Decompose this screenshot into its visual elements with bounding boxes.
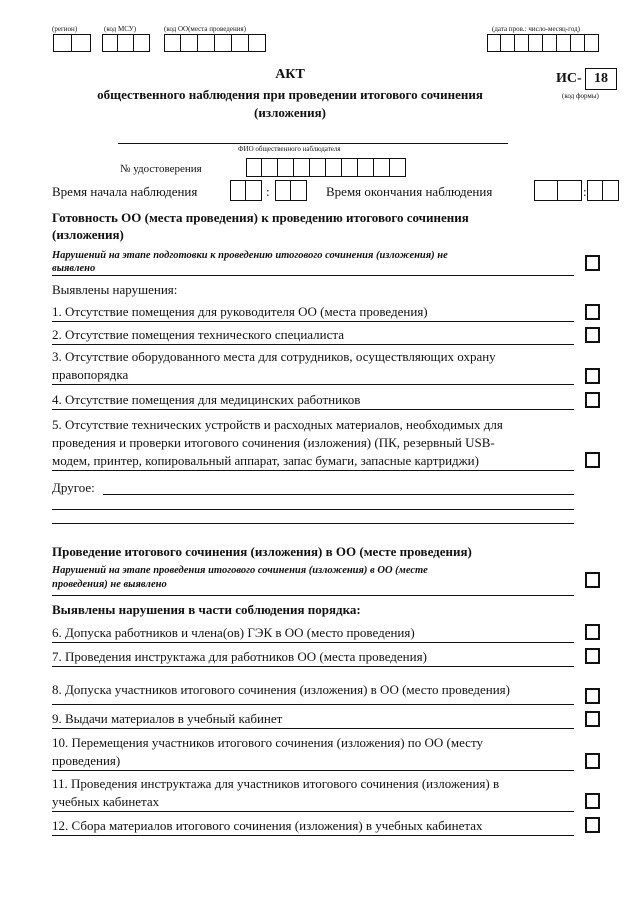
divider [52,595,574,596]
region-code-field[interactable] [53,34,91,52]
section2-none-text-2: проведения) не выявлено [52,579,167,590]
divider [52,321,574,322]
violation-item-10-cont: проведения) [52,753,121,768]
divider [52,704,574,705]
violation-item-3: 3. Отсутствие оборудованного места для сотрудников, осуществляющих охрану [52,349,496,364]
violation-checkbox-4[interactable] [585,392,600,408]
violation-item-5-cont-2: модем, принтер, копировальный аппарат, запас бумаги, запасные картриджи) [52,453,479,468]
divider [52,384,574,385]
violation-item-1: 1. Отсутствие помещения для руководителя ОО (места проведения) [52,304,428,319]
divider [52,344,574,345]
oo-label: (код ОО(места проведения) [164,25,246,33]
violation-checkbox-12[interactable] [585,817,600,833]
violation-checkbox-11[interactable] [585,793,600,809]
violation-item-8: 8. Допуска участников итогового сочинения (изложения) в ОО (место проведения) [52,682,510,697]
section2-found-label: Выявлены нарушения в части соблюдения порядка: [52,602,361,617]
other-input-line[interactable] [52,509,574,510]
violation-item-7: 7. Проведения инструктажа для работников ОО (места проведения) [52,649,427,664]
violation-item-11: 11. Проведения инструктажа для участников итогового сочинения (изложения) в [52,776,500,791]
divider [52,811,574,812]
start-colon: : [266,184,270,199]
divider [52,470,574,471]
divider [52,835,574,836]
violation-checkbox-3[interactable] [585,368,600,384]
divider [52,409,574,410]
violation-checkbox-10[interactable] [585,753,600,769]
section1-found-label: Выявлены нарушения: [52,282,178,297]
region-label: (регион) [52,25,78,33]
violation-item-5: 5. Отсутствие технических устройств и расходных материалов, необходимых для [52,417,503,432]
oo-code-field[interactable] [164,34,266,52]
violation-item-6: 6. Допуска работников и члена(ов) ГЭК в ОО (место проведения) [52,625,415,640]
end-colon: : [583,184,587,199]
violation-item-3-cont: правопорядка [52,367,129,382]
section1-none-text: Нарушений на этапе подготовки к проведению итогового сочинения (изложения) не [52,250,448,261]
divider [52,770,574,771]
end-minutes-field[interactable] [587,180,619,201]
violation-checkbox-9[interactable] [585,711,600,727]
section1-title-2: (изложения) [52,227,124,242]
act-title: АКТ [275,67,305,82]
other-input-line[interactable] [52,523,574,524]
divider [52,642,574,643]
form-number-box: 18 [585,68,617,90]
section2-title: Проведение итогового сочинения (изложения) в ОО (месте проведения) [52,544,472,559]
msu-label: (код МСУ) [104,25,137,33]
form-prefix: ИС- [556,71,582,86]
violation-item-12: 12. Сбора материалов итогового сочинения (изложения) в учебных кабинетах [52,818,483,833]
date-field[interactable] [487,34,599,52]
act-subtitle-2: (изложения) [254,105,326,120]
violation-item-4: 4. Отсутствие помещения для медицинских работников [52,392,361,407]
violation-checkbox-8[interactable] [585,688,600,704]
violation-item-10: 10. Перемещения участников итогового сочинения (изложения) по ОО (месту [52,735,483,750]
start-hours-field[interactable] [230,180,262,201]
form-code-label: (код формы) [562,92,599,100]
id-label: № удостоверения [120,163,202,175]
violation-item-9: 9. Выдачи материалов в учебный кабинет [52,711,283,726]
start-time-label: Время начала наблюдения [52,184,198,199]
end-hours-field[interactable] [534,180,582,201]
violation-item-2: 2. Отсутствие помещения технического специалиста [52,327,344,342]
section2-none-text: Нарушений на этапе проведения итогового сочинения (изложения) в ОО (месте [52,565,428,576]
violation-checkbox-5[interactable] [585,452,600,468]
violation-checkbox-6[interactable] [585,624,600,640]
fio-label: ФИО общественного наблюдателя [238,145,341,153]
other-label: Другое: [52,480,95,495]
violation-item-5-cont: проведения и проверки итогового сочинения (изложения) (ПК, резервный USB- [52,435,495,450]
divider [52,666,574,667]
section2-none-checkbox[interactable] [585,572,600,588]
other-input-line[interactable] [103,494,574,495]
violation-checkbox-7[interactable] [585,648,600,664]
msu-code-field[interactable] [102,34,150,52]
act-subtitle: общественного наблюдения при проведении итогового сочинения [97,87,483,102]
id-number-field[interactable] [246,158,406,177]
start-minutes-field[interactable] [275,180,307,201]
violation-checkbox-2[interactable] [585,327,600,343]
violation-item-11-cont: учебных кабинетах [52,794,160,809]
section1-none-checkbox[interactable] [585,255,600,271]
section1-title: Готовность ОО (места проведения) к проведению итогового сочинения [52,210,469,225]
end-time-label: Время окончания наблюдения [326,184,493,199]
fio-line[interactable] [118,143,508,144]
date-label: (дата пров.: число-месяц-год) [492,25,581,33]
violation-checkbox-1[interactable] [585,304,600,320]
section1-none-text-2: выявлено [52,263,96,274]
divider [52,728,574,729]
divider [52,275,574,276]
